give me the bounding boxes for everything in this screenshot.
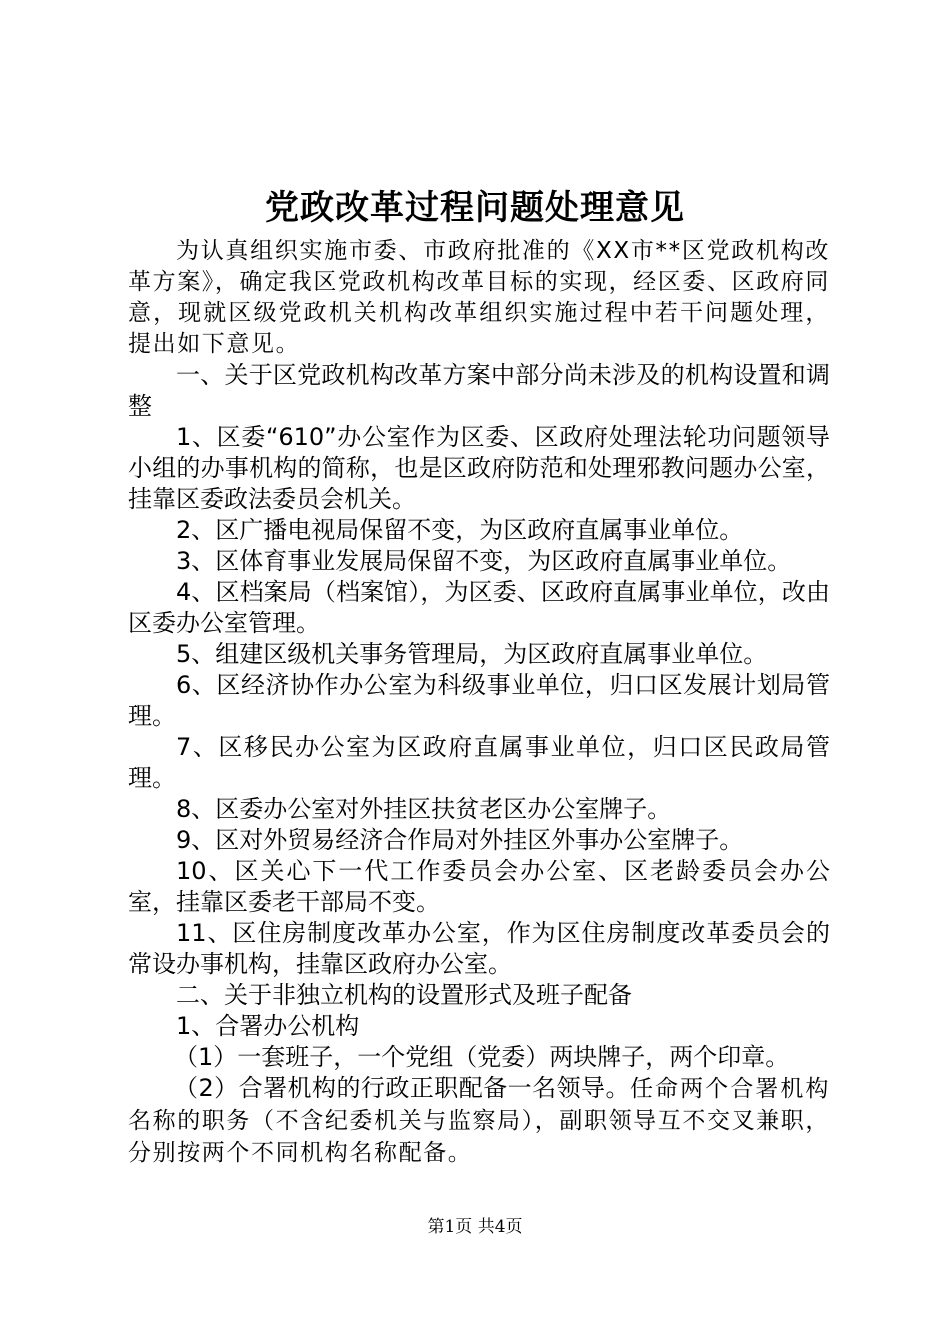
list-item: 11、区住房制度改革办公室，作为区住房制度改革委员会的常设办事机构，挂靠区政府办公室。: [128, 919, 830, 978]
document-body: [128, 236, 830, 1169]
list-item: 1、区委“610”办公室作为区委、区政府处理法轮功问题领导小组的办事机构的简称，也是区政府防范和处理邪教问题办公室，挂靠区委政法委员会机关。: [128, 423, 830, 513]
section-heading-1: 一、关于区党政机构改革方案中部分尚未涉及的机构设置和调整: [128, 361, 830, 420]
paragraph-last-head: （2）合署机构的行政正职配备一名领导。: [174, 1074, 630, 1102]
document-title: 党政改革过程问题处理意见: [265, 188, 685, 228]
paragraph-last: [128, 1073, 830, 1169]
list-item: 4、区档案局（档案馆），为区委、区政府直属事业单位，改由区委办公室管理。: [128, 578, 830, 637]
list-item: （1）一套班子，一个党组（党委）两块牌子，两个印章。: [174, 1043, 790, 1071]
list-item: 6、区经济协作办公室为科级事业单位，归口区发展计划局管理。: [128, 671, 830, 730]
list-item: 3、区体育事业发展局保留不变，为区政府直属事业单位。: [176, 547, 792, 575]
list-item: 2、区广播电视局保留不变，为区政府直属事业单位。: [176, 516, 744, 544]
paragraph-last-tail: 任命两个合署机构名称的职务（不含纪委机关与监察局），副职领导互不交叉兼职，分别按两个不同机构名称配备。: [128, 1076, 830, 1166]
paragraph-intro: 为认真组织实施市委、市政府批准的《XX市**区党政机构改革方案》，确定我区党政机构改革目标的实现，经区委、区政府同意，现就区级党政机关机构改革组织实施过程中若干问题处理，提出如下意见。: [128, 238, 830, 357]
section-heading-2: 二、关于非独立机构的设置形式及班子配备: [176, 981, 632, 1009]
page-footer: 第1页 共4页: [427, 1217, 523, 1237]
list-item: 5、组建区级机关事务管理局，为区政府直属事业单位。: [176, 640, 768, 668]
sub-heading: 1、合署办公机构: [176, 1012, 360, 1040]
list-item: 10、区关心下一代工作委员会办公室、区老龄委员会办公室，挂靠区委老干部局不变。: [128, 857, 830, 916]
list-item: 9、区对外贸易经济合作局对外挂区外事办公室牌子。: [176, 826, 744, 854]
list-item: 8、区委办公室对外挂区扶贫老区办公室牌子。: [176, 795, 672, 823]
list-item: 7、区移民办公室为区政府直属事业单位，归口区民政局管理。: [128, 733, 830, 792]
